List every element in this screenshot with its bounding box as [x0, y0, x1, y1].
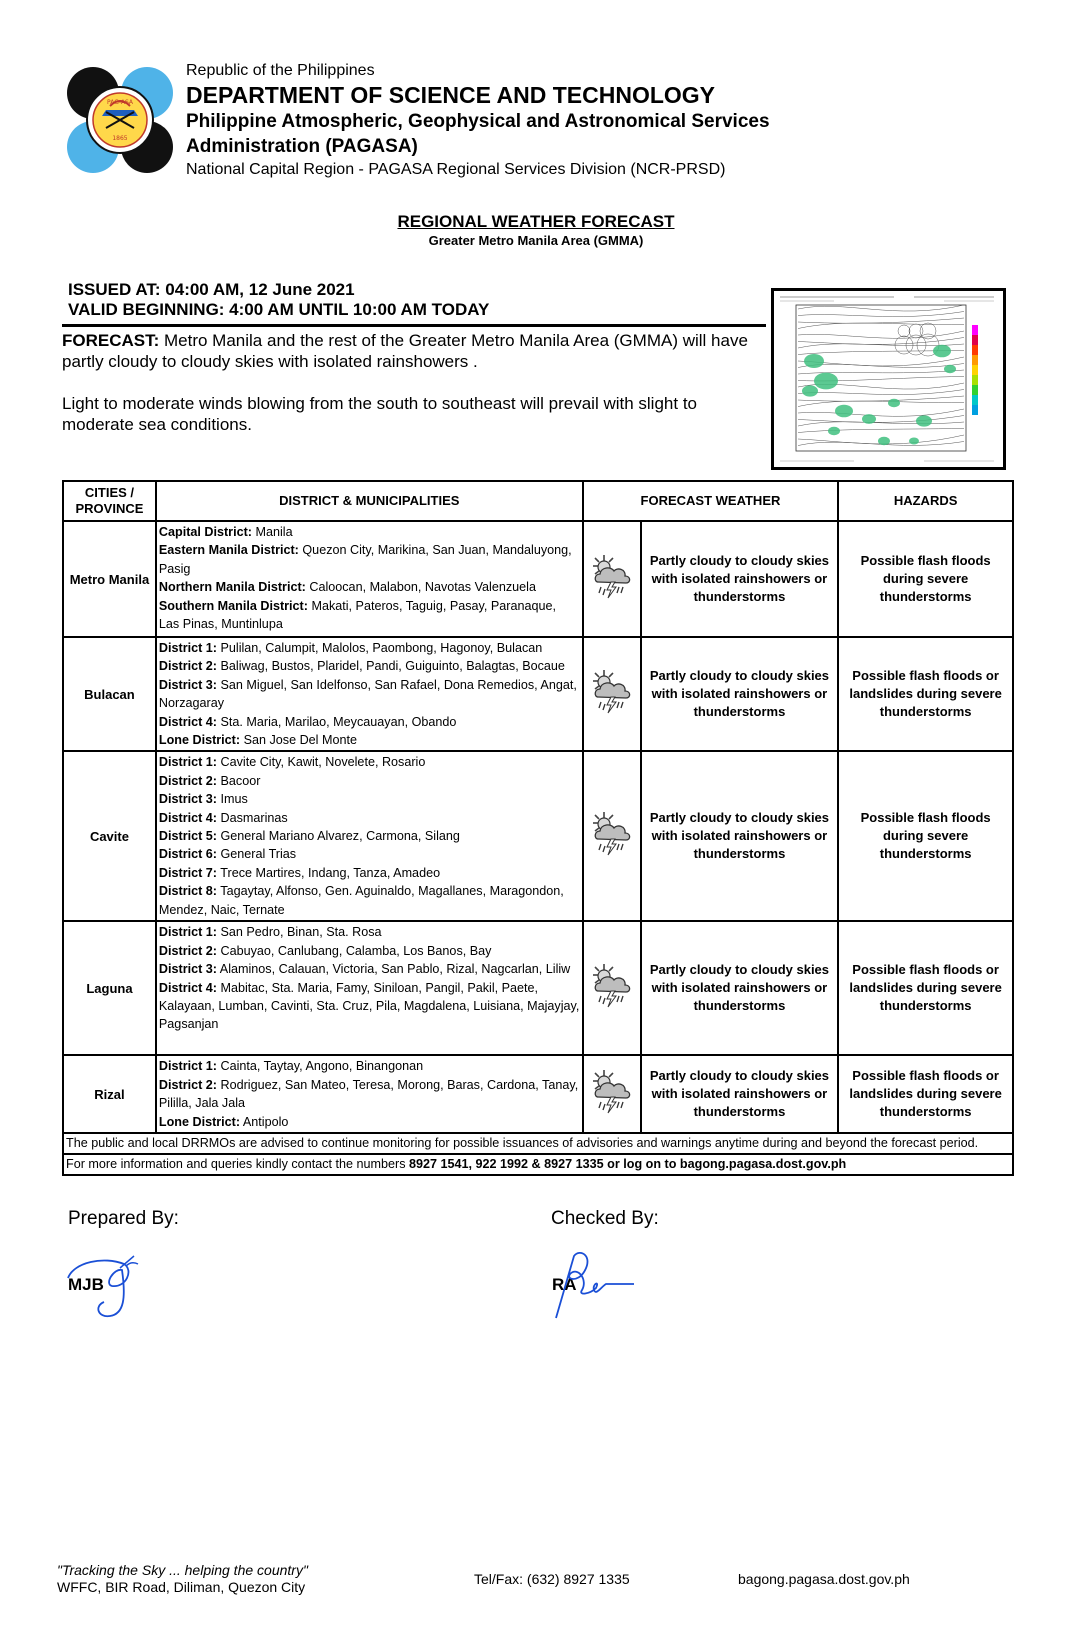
district-municipalities: Trece Martires, Indang, Tanza, Amadeo — [217, 865, 441, 880]
district-label: District 2: — [158, 659, 217, 674]
colorbar-swatch — [972, 345, 978, 355]
rainfall-area — [878, 437, 890, 445]
district-line — [159, 731, 580, 749]
district-label: Lone District: — [158, 733, 241, 748]
advisory-row — [63, 1133, 1013, 1154]
agency-name-line2: Administration (PAGASA) — [186, 136, 418, 157]
district-line — [159, 676, 580, 713]
rainfall-area — [802, 385, 818, 396]
colorbar-swatch — [972, 405, 978, 415]
district-line — [159, 657, 580, 675]
district-label: Southern Manila District: — [158, 598, 308, 613]
contact-prefix: For more information and queries kindly contact the numbers — [66, 1157, 409, 1172]
district-municipalities: Cabuyao, Canlubang, Calamba, Los Banos, Bay — [217, 943, 492, 958]
district-label: Lone District: — [158, 1114, 241, 1129]
district-municipalities: Cainta, Taytay, Angono, Binangonan — [217, 1059, 424, 1074]
forecast-paragraph-2: Light to moderate winds blowing from the south to southeast will prevail with slight to moderate sea conditions. — [62, 394, 697, 434]
district-municipalities: Quezon City, Marikina, San Juan, Mandaluyong, Pasig — [158, 543, 572, 576]
district-label: District 8: — [158, 884, 217, 899]
logo-text: PAG-ASA — [106, 99, 134, 106]
district-municipalities: Mabitac, Sta. Maria, Famy, Siniloan, Pangil, Pakil, Paete, Kalayaan, Lumban, Cavinti, Sta. Cruz, Pila, Magdalena, Luisiana, Majayjay, Pagsanjan — [158, 980, 580, 1032]
forecast-label: FORECAST: — [62, 331, 160, 350]
district-label: District 1: — [158, 755, 217, 770]
republic-line: Republic of the Philippines — [186, 62, 375, 79]
weather-icon-cell — [583, 637, 641, 751]
district-label: District 3: — [158, 677, 217, 692]
district-line — [159, 960, 580, 978]
table-header-row — [63, 481, 1013, 521]
district-municipalities: Caloocan, Malabon, Navotas Valenzuela — [305, 580, 536, 595]
forecast-paragraph-1 — [62, 330, 767, 372]
colorbar-swatch — [972, 335, 978, 345]
valid-period: VALID BEGINNING: 4:00 AM UNTIL 10:00 AM TODAY — [68, 300, 490, 319]
district-line — [159, 809, 580, 827]
checked-initials: RA — [552, 1275, 577, 1294]
issued-at: ISSUED AT: 04:00 AM, 12 June 2021 — [68, 280, 355, 299]
hazard-cell: Possible flash floods during severe thunderstorms — [838, 521, 1013, 637]
district-municipalities: General Trias — [217, 847, 297, 862]
district-line — [159, 523, 580, 541]
district-line — [159, 979, 580, 1034]
district-cell — [156, 751, 583, 921]
district-municipalities: Baliwag, Bustos, Plaridel, Pandi, Guiguinto, Balagtas, Bocaue — [217, 659, 565, 674]
district-municipalities: Imus — [217, 792, 248, 807]
footer-telfax: Tel/Fax: (632) 8927 1335 — [474, 1571, 630, 1587]
issue-info — [68, 280, 489, 320]
district-line — [159, 845, 580, 863]
district-label: Eastern Manila District: — [158, 543, 299, 558]
rainfall-wind-map — [771, 288, 1006, 470]
district-line — [159, 541, 580, 578]
district-label: District 3: — [158, 962, 217, 977]
table-row — [63, 637, 1013, 751]
divider — [62, 324, 766, 327]
forecast-weather-cell: Partly cloudy to cloudy skies with isolated rainshowers or thunderstorms — [641, 751, 839, 921]
header-city: CITIES / PROVINCE — [63, 481, 156, 521]
letterhead — [186, 61, 886, 181]
district-line — [159, 882, 580, 919]
district-cell — [156, 1055, 583, 1133]
district-line — [159, 923, 580, 941]
agency-name-line1: Philippine Atmospheric, Geophysical and Astronomical Services — [186, 111, 770, 132]
prepared-by-label: Prepared By: — [68, 1208, 179, 1229]
contact-note — [63, 1154, 1013, 1175]
rainfall-area — [909, 438, 919, 445]
district-line — [159, 864, 580, 882]
district-line — [159, 942, 580, 960]
district-municipalities: Sta. Maria, Marilao, Meycauayan, Obando — [217, 714, 457, 729]
district-label: District 3: — [158, 792, 217, 807]
district-municipalities: Bacoor — [217, 773, 261, 788]
district-municipalities: Cavite City, Kawit, Novelete, Rosario — [217, 755, 426, 770]
rainfall-wind-map-image — [774, 291, 1003, 467]
hazard-cell: Possible flash floods during severe thunderstorms — [838, 751, 1013, 921]
weather-icon-cell — [583, 521, 641, 637]
table-row — [63, 521, 1013, 637]
hazard-cell: Possible flash floods or landslides during severe thunderstorms — [838, 921, 1013, 1055]
district-line — [159, 790, 580, 808]
logo-year: 1865 — [112, 135, 128, 142]
district-line — [159, 753, 580, 771]
city-province-cell: Rizal — [63, 1055, 156, 1133]
district-municipalities: Pulilan, Calumpit, Malolos, Paombong, Hagonoy, Bulacan — [217, 641, 543, 655]
district-municipalities: Manila — [251, 525, 293, 539]
district-municipalities: Rodriguez, San Mateo, Teresa, Morong, Baras, Cardona, Tanay, Pililla, Jala Jala — [158, 1077, 579, 1111]
district-municipalities: San Miguel, San Idelfonso, San Rafael, Dona Remedios, Angat, Norzagaray — [158, 677, 577, 711]
district-label: District 2: — [158, 773, 217, 788]
district-line — [159, 597, 580, 634]
forecast-weather-cell: Partly cloudy to cloudy skies with isolated rainshowers or thunderstorms — [641, 521, 839, 637]
district-cell — [156, 921, 583, 1055]
advisory-note: The public and local DRRMOs are advised to continue monitoring for possible issuances of advisories and warnings anytime during and beyond the forecast period. — [63, 1133, 1013, 1154]
prepared-initials: MJB — [68, 1275, 104, 1294]
district-municipalities: Dasmarinas — [217, 810, 288, 825]
forecast-text — [62, 330, 767, 456]
contact-numbers: 8927 1541, 922 1992 & 8927 1335 or log on to bagong.pagasa.dost.gov.ph — [409, 1157, 847, 1172]
rainfall-area — [933, 345, 951, 358]
table-row — [63, 921, 1013, 1055]
district-line — [159, 772, 580, 790]
district-line — [159, 1057, 580, 1075]
table-row — [63, 751, 1013, 921]
district-municipalities: Tagaytay, Alfonso, Gen. Aguinaldo, Magallanes, Maragondon, Mendez, Naic, Ternate — [158, 884, 564, 917]
document-title — [0, 212, 1072, 249]
district-label: Capital District: — [158, 525, 252, 539]
forecast-weather-cell: Partly cloudy to cloudy skies with isolated rainshowers or thunderstorms — [641, 921, 839, 1055]
district-line — [159, 1113, 580, 1131]
district-label: District 2: — [158, 1077, 217, 1092]
regional-division: National Capital Region - PAGASA Regional Services Division (NCR-PRSD) — [186, 161, 726, 178]
header-hazards: HAZARDS — [838, 481, 1013, 521]
rainfall-area — [835, 405, 853, 418]
district-line — [159, 639, 580, 657]
partly-cloudy-thunderstorm-icon — [589, 998, 635, 1015]
hazard-cell: Possible flash floods or landslides during severe thunderstorms — [838, 637, 1013, 751]
district-label: District 5: — [158, 829, 217, 844]
district-label: District 6: — [158, 847, 217, 862]
forecast-title: REGIONAL WEATHER FORECAST — [397, 212, 675, 231]
footer-address: WFFC, BIR Road, Diliman, Quezon City — [57, 1579, 306, 1595]
hazard-cell: Possible flash floods or landslides during severe thunderstorms — [838, 1055, 1013, 1133]
city-province-cell: Laguna — [63, 921, 156, 1055]
partly-cloudy-thunderstorm-icon — [589, 704, 635, 721]
district-label: Northern Manila District: — [158, 580, 306, 595]
district-cell — [156, 637, 583, 751]
district-label: District 2: — [158, 943, 217, 958]
district-label: District 1: — [158, 641, 217, 655]
rainfall-area — [888, 399, 900, 407]
rainfall-area — [916, 415, 932, 426]
district-label: District 4: — [158, 714, 217, 729]
colorbar-swatch — [972, 355, 978, 365]
district-cell — [156, 521, 583, 637]
table-row — [63, 1055, 1013, 1133]
rainfall-area — [814, 373, 838, 390]
footer-address-block — [57, 1562, 308, 1596]
district-label: District 4: — [158, 980, 217, 995]
rainfall-area — [944, 365, 956, 373]
district-line — [159, 827, 580, 845]
header-weather: FORECAST WEATHER — [583, 481, 839, 521]
district-label: District 7: — [158, 865, 217, 880]
header-district: DISTRICT & MUNICIPALITIES — [156, 481, 583, 521]
prepared-signature — [64, 1248, 144, 1320]
district-line — [159, 578, 580, 596]
city-province-cell: Cavite — [63, 751, 156, 921]
forecast-weather-cell: Partly cloudy to cloudy skies with isolated rainshowers or thunderstorms — [641, 1055, 839, 1133]
rainfall-area — [828, 427, 840, 435]
weather-icon-cell — [583, 1055, 641, 1133]
checked-by-label: Checked By: — [551, 1208, 659, 1229]
colorbar-swatch — [972, 365, 978, 375]
district-municipalities: San Pedro, Binan, Sta. Rosa — [217, 925, 382, 940]
forecast-sky: Metro Manila and the rest of the Greater Metro Manila Area (GMMA) will have partly cloudy to cloudy skies with isolated rainshowers . — [62, 331, 748, 371]
district-municipalities: Alaminos, Calauan, Victoria, San Pablo, Rizal, Nagcarlan, Liliw — [217, 962, 571, 977]
footer-slogan: "Tracking the Sky ... helping the country" — [57, 1562, 308, 1578]
city-province-cell: Metro Manila — [63, 521, 156, 637]
colorbar-swatch — [972, 325, 978, 335]
forecast-area: Greater Metro Manila Area (GMMA) — [428, 233, 644, 248]
footer-website[interactable]: bagong.pagasa.dost.gov.ph — [738, 1571, 910, 1587]
colorbar-swatch — [972, 385, 978, 395]
district-line — [159, 1076, 580, 1113]
colorbar-swatch — [972, 395, 978, 405]
colorbar-swatch — [972, 375, 978, 385]
district-municipalities: Antipolo — [240, 1114, 289, 1129]
partly-cloudy-thunderstorm-icon — [589, 589, 635, 606]
weather-icon-cell — [583, 921, 641, 1055]
weather-icon-cell — [583, 751, 641, 921]
partly-cloudy-thunderstorm-icon — [589, 1104, 635, 1121]
rainfall-area — [804, 354, 824, 368]
rainfall-area — [862, 414, 876, 424]
district-line — [159, 713, 580, 731]
district-label: District 1: — [158, 1059, 217, 1074]
district-municipalities: San Jose Del Monte — [240, 733, 357, 748]
district-municipalities: General Mariano Alvarez, Carmona, Silang — [217, 829, 460, 844]
district-label: District 1: — [158, 925, 217, 940]
pagasa-logo — [66, 66, 174, 174]
forecast-table — [62, 480, 1014, 1176]
city-province-cell: Bulacan — [63, 637, 156, 751]
checked-signature — [548, 1250, 638, 1320]
forecast-weather-cell: Partly cloudy to cloudy skies with isolated rainshowers or thunderstorms — [641, 637, 839, 751]
contact-row — [63, 1154, 1013, 1175]
department-name: DEPARTMENT OF SCIENCE AND TECHNOLOGY — [186, 82, 716, 108]
partly-cloudy-thunderstorm-icon — [589, 846, 635, 863]
district-label: District 4: — [158, 810, 217, 825]
district-municipalities: Makati, Pateros, Taguig, Pasay, Paranaque, Las Pinas, Muntinlupa — [158, 598, 557, 632]
